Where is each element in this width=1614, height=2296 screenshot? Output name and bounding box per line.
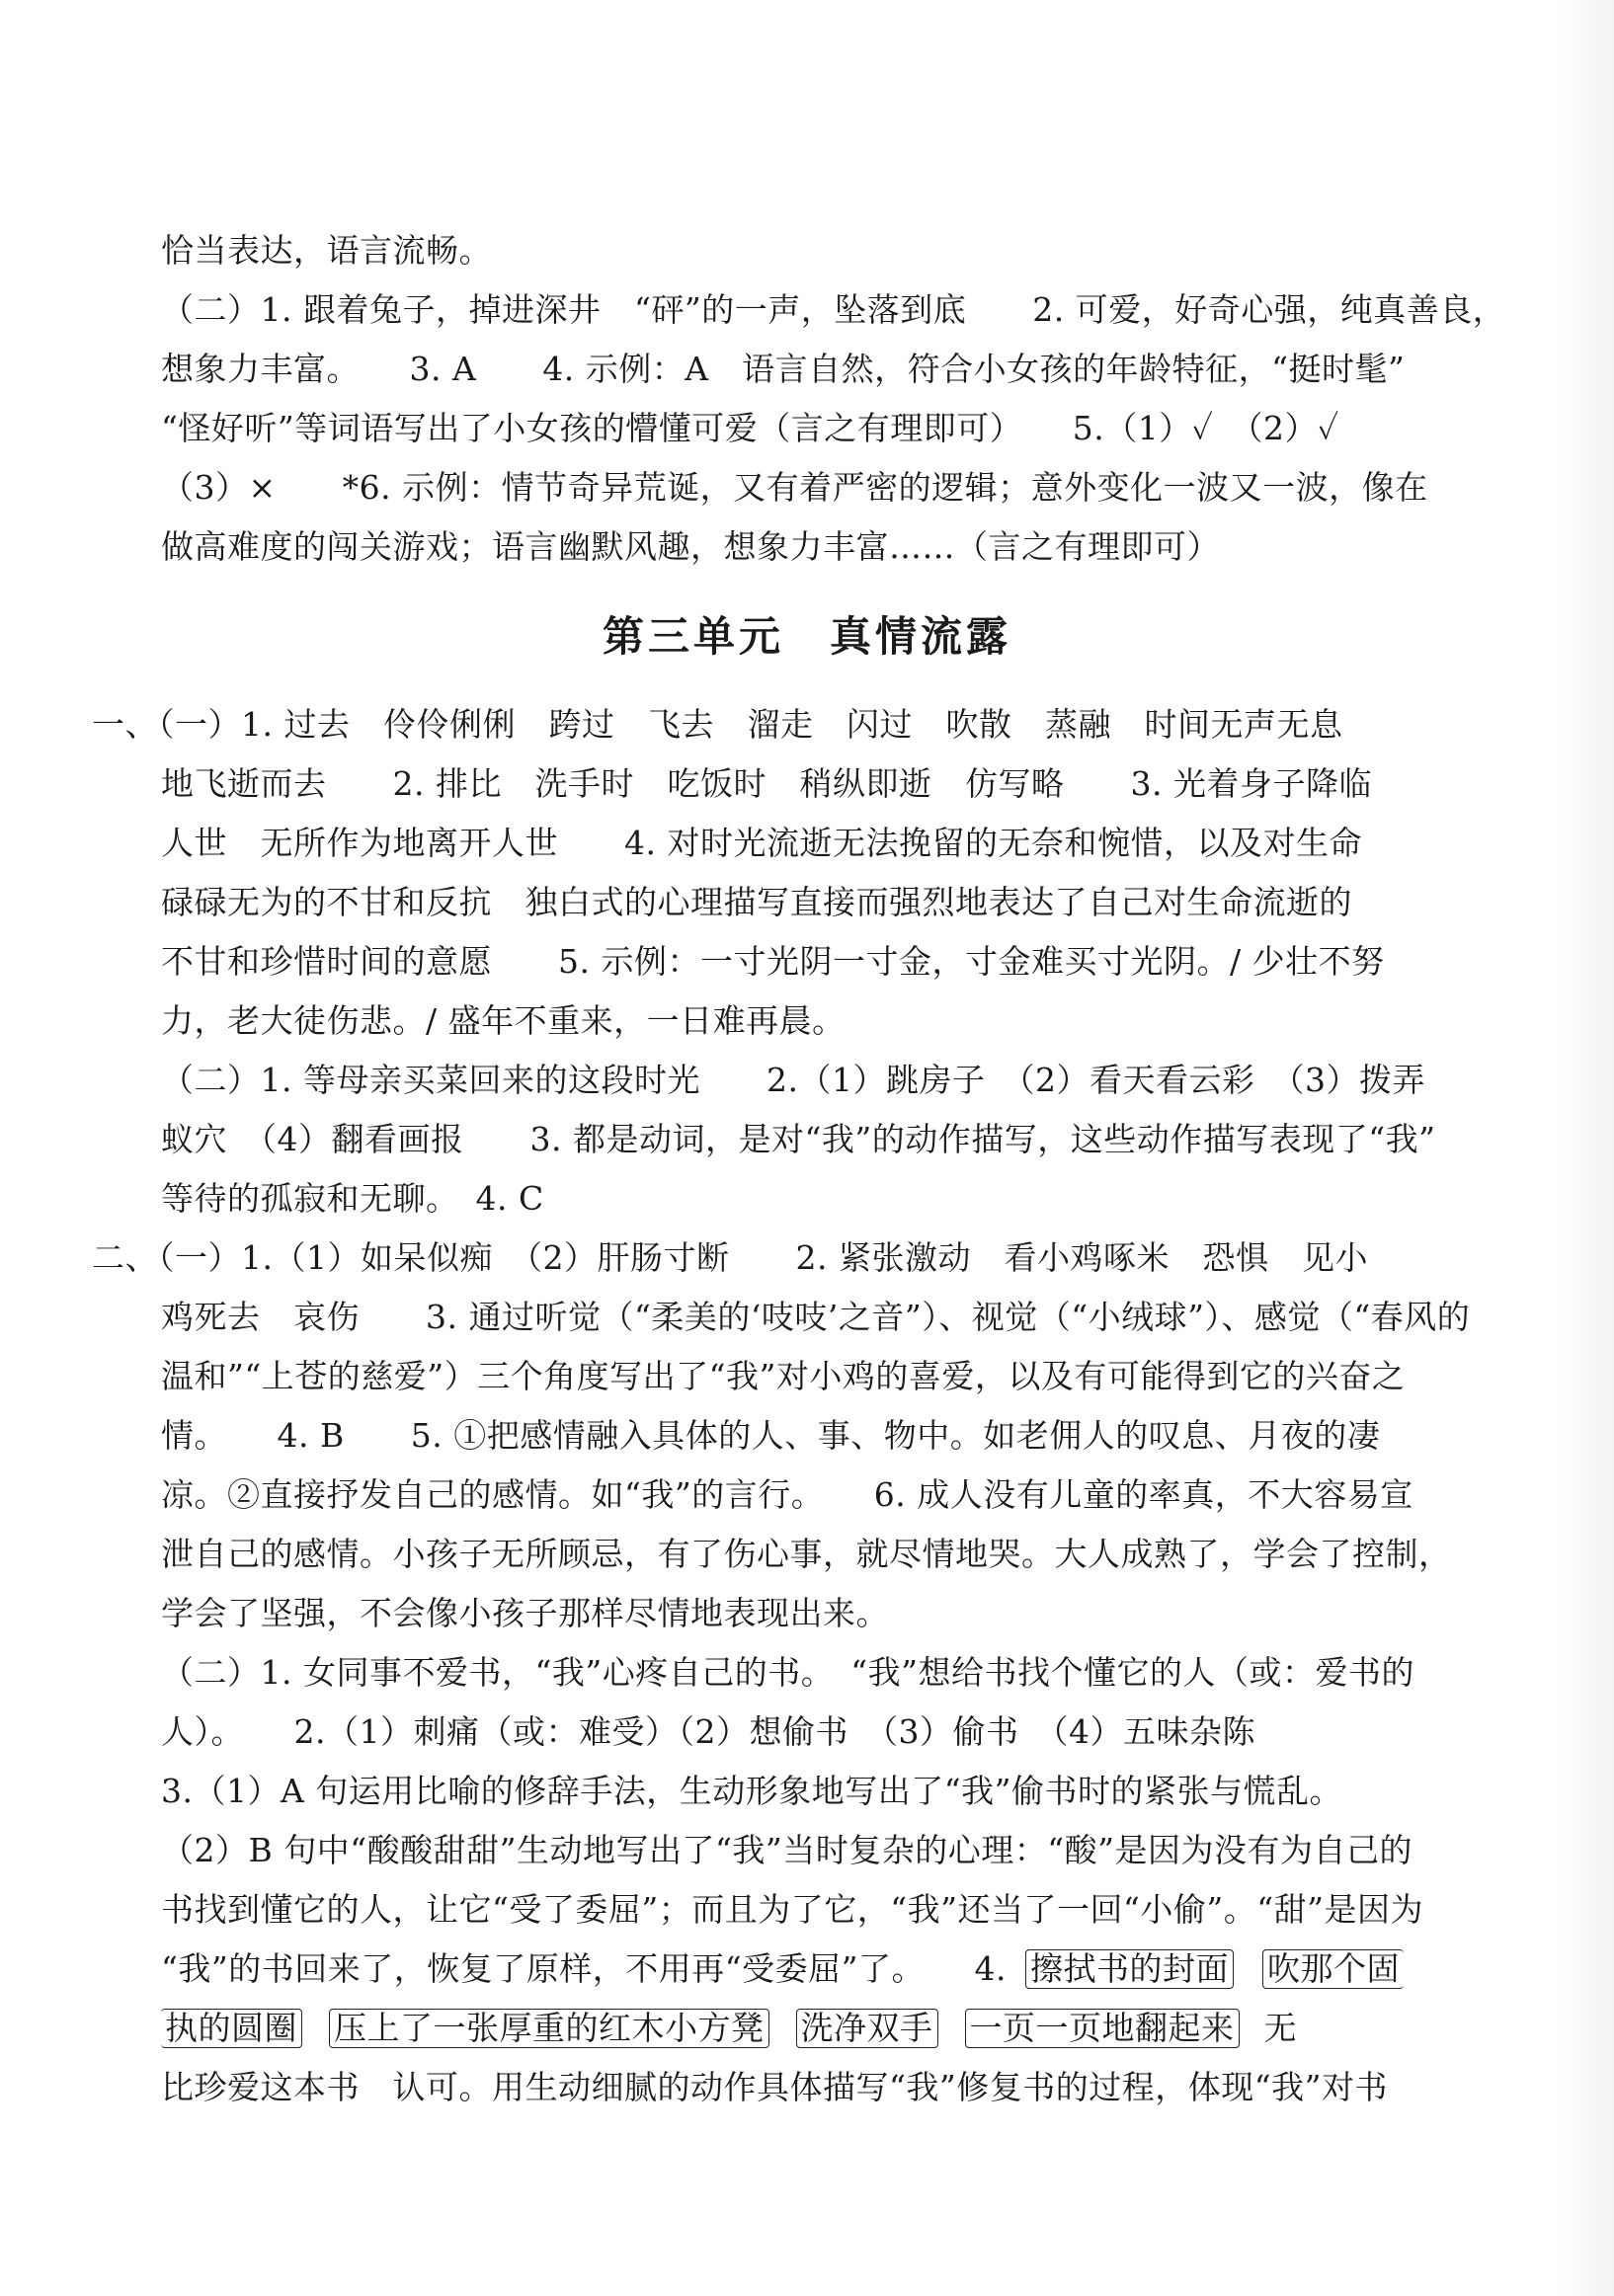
text-line: 不甘和珍惜时间的意愿 5. 示例：一寸光阴一寸金，寸金难买寸光阴。/ 少壮不努 [161,942,1385,981]
text-line: 鸡死去 哀伤 3. 通过听觉（“柔美的‘吱吱’之音”）、视觉（“小绒球”）、感觉（“春风的 [161,1298,1471,1336]
text-line: 书找到懂它的人，让它“受了委屈”；而且为了它，“我”还当了一回“小偷”。“甜”是因为 [161,1890,1423,1929]
text-line: （2）B 句中“酸酸甜甜”生动地写出了“我”当时复杂的心理：“酸”是因为没有为自己的 [161,1831,1412,1869]
text-line: 比珍爱这本书 认可。用生动细腻的动作具体描写“我”修复书的过程，体现“我”对书 [161,2068,1388,2106]
text-line: 力，老大徒伤悲。/ 盛年不重来，一日难再晨。 [161,1001,846,1040]
text-line: 3.（1）A 句运用比喻的修辞手法，生动形象地写出了“我”偷书时的紧张与慌乱。 [161,1772,1343,1810]
text-line: “怪好听”等词语写出了小女孩的懵懂可爱（言之有理即可） 5.（1）✓ （2）✓ [161,409,1339,447]
boxed-phrase: 擦拭书的封面 [1025,1949,1234,1989]
text-line: 温和”“上苍的慈爱”）三个角度写出了“我”对小鸡的喜爱，以及有可能得到它的兴奋之 [161,1357,1406,1395]
text-line: 想象力丰富。 3. A 4. 示例：A 语言自然，符合小女孩的年龄特征，“挺时髦” [161,350,1406,388]
unit-title: 第三单元 真情流露 [602,612,1011,661]
text-line: 恰当表达，语言流畅。 [161,231,492,270]
text-line: 人世 无所作为地离开人世 4. 对时光流逝无法挽留的无奈和惋惜，以及对生命 [161,824,1362,862]
page-edge-shadow [1555,0,1614,2296]
text-line: 碌碌无为的不甘和反抗 独白式的心理描写直接而强烈地表达了自己对生命流逝的 [161,883,1352,921]
text-line: 凉。②直接抒发自己的感情。如“我”的言行。 6. 成人没有儿童的率真，不大容易宣 [161,1475,1413,1514]
text-line: 二、（一）1.（1）如呆似痴 （2）肝肠寸断 2. 紧张激动 看小鸡啄米 恐惧 见小 [92,1238,1368,1277]
line-text: 无 [1263,2009,1297,2047]
text-line: 一、（一）1. 过去 伶伶俐俐 跨过 飞去 溜走 闪过 吹散 蒸融 时间无声无息 [92,705,1343,744]
boxed-phrase: 压上了一张厚重的红木小方凳 [329,2009,769,2048]
text-line: （3）× *6. 示例：情节奇异荒诞，又有着严密的逻辑；意外变化一波又一波，像在 [161,468,1428,507]
text-line: 泄自己的感情。小孩子无所顾忌，有了伤心事，就尽情地哭。大人成熟了，学会了控制， [161,1535,1452,1573]
boxed-phrase: 一页一页地翻起来 [965,2009,1240,2048]
boxed-phrase: 吹那个固 [1262,1949,1404,1989]
boxed-phrase: 执的圆圈 [161,2009,302,2048]
text-line: （二）1. 跟着兔子，掉进深井 “砰”的一声，坠落到底 2. 可爱，好奇心强，纯真善良， [161,290,1506,329]
text-line: （二）1. 等母亲买菜回来的这段时光 2.（1）跳房子 （2）看天看云彩 （3）拨弄 [161,1061,1425,1099]
text-line: 地飞逝而去 2. 排比 洗手时 吃饭时 稍纵即逝 仿写略 3. 光着身子降临 [161,764,1372,803]
text-line: 学会了坚强，不会像小孩子那样尽情地表现出来。 [161,1594,889,1632]
text-line [161,2007,1297,2050]
text-line: 等待的孤寂和无聊。 4. C [161,1179,544,1218]
boxed-phrase: 洗净双手 [796,2009,938,2048]
text-line: （二）1. 女同事不爱书，“我”心疼自己的书。 “我”想给书找个懂它的人（或：爱书的 [161,1653,1414,1692]
text-line: 蚁穴 （4）翻看画报 3. 都是动词，是对“我”的动作描写，这些动作描写表现了“我” [161,1120,1436,1158]
text-line: 情。 4. B 5. ①把感情融入具体的人、事、物中。如老佣人的叹息、月夜的凄 [161,1416,1381,1455]
text-line: 做高难度的闯关游戏；语言幽默风趣，想象力丰富……（言之有理即可） [161,527,1220,566]
text-line [161,1947,1404,1991]
line-text: “我”的书回来了，恢复了原样，不用再“受委屈”了。 4. [161,1949,1007,1988]
text-line: 人）。 2.（1）刺痛（或：难受）（2）想偷书 （3）偷书 （4）五味杂陈 [161,1712,1255,1751]
